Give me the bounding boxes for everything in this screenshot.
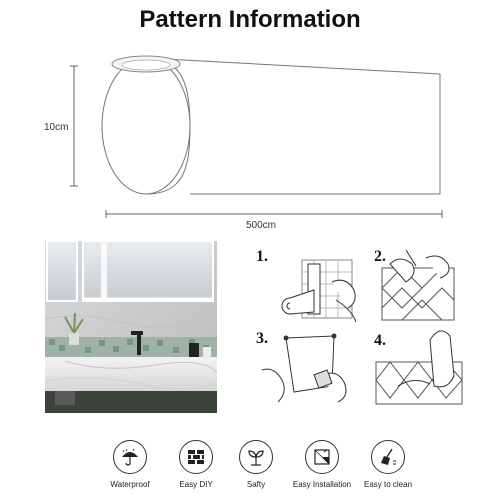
feature-label: Safty (246, 480, 266, 489)
feature-easy-to-clean (348, 440, 428, 489)
step-4-illustration (376, 331, 462, 404)
feature-label: Waterproof (110, 480, 150, 489)
step-1-illustration (282, 260, 356, 322)
feature-label: Easy to clean (363, 480, 413, 489)
peel-install-icon (312, 447, 332, 467)
length-dimension-label: 500cm (246, 220, 277, 231)
step-3-illustration (262, 334, 346, 402)
feature-label: Easy Installation (292, 480, 352, 489)
step-2-number: 2. (374, 248, 386, 265)
page-title: Pattern Information (139, 6, 361, 33)
height-dimension-label: 10cm (44, 122, 69, 133)
step-1-number: 1. (256, 248, 268, 265)
sprout-icon (246, 447, 266, 467)
broom-icon (378, 447, 398, 467)
step-2-illustration (382, 250, 454, 320)
step-3-number: 3. (256, 330, 268, 347)
step-4-number: 4. (374, 332, 386, 349)
installation-steps-illustration (250, 240, 470, 420)
roll-diagram (0, 48, 500, 228)
brick-wall-icon (186, 447, 206, 467)
bathroom-photo (45, 241, 217, 413)
umbrella-icon (120, 447, 140, 467)
feature-label: Easy DIY (179, 480, 213, 489)
